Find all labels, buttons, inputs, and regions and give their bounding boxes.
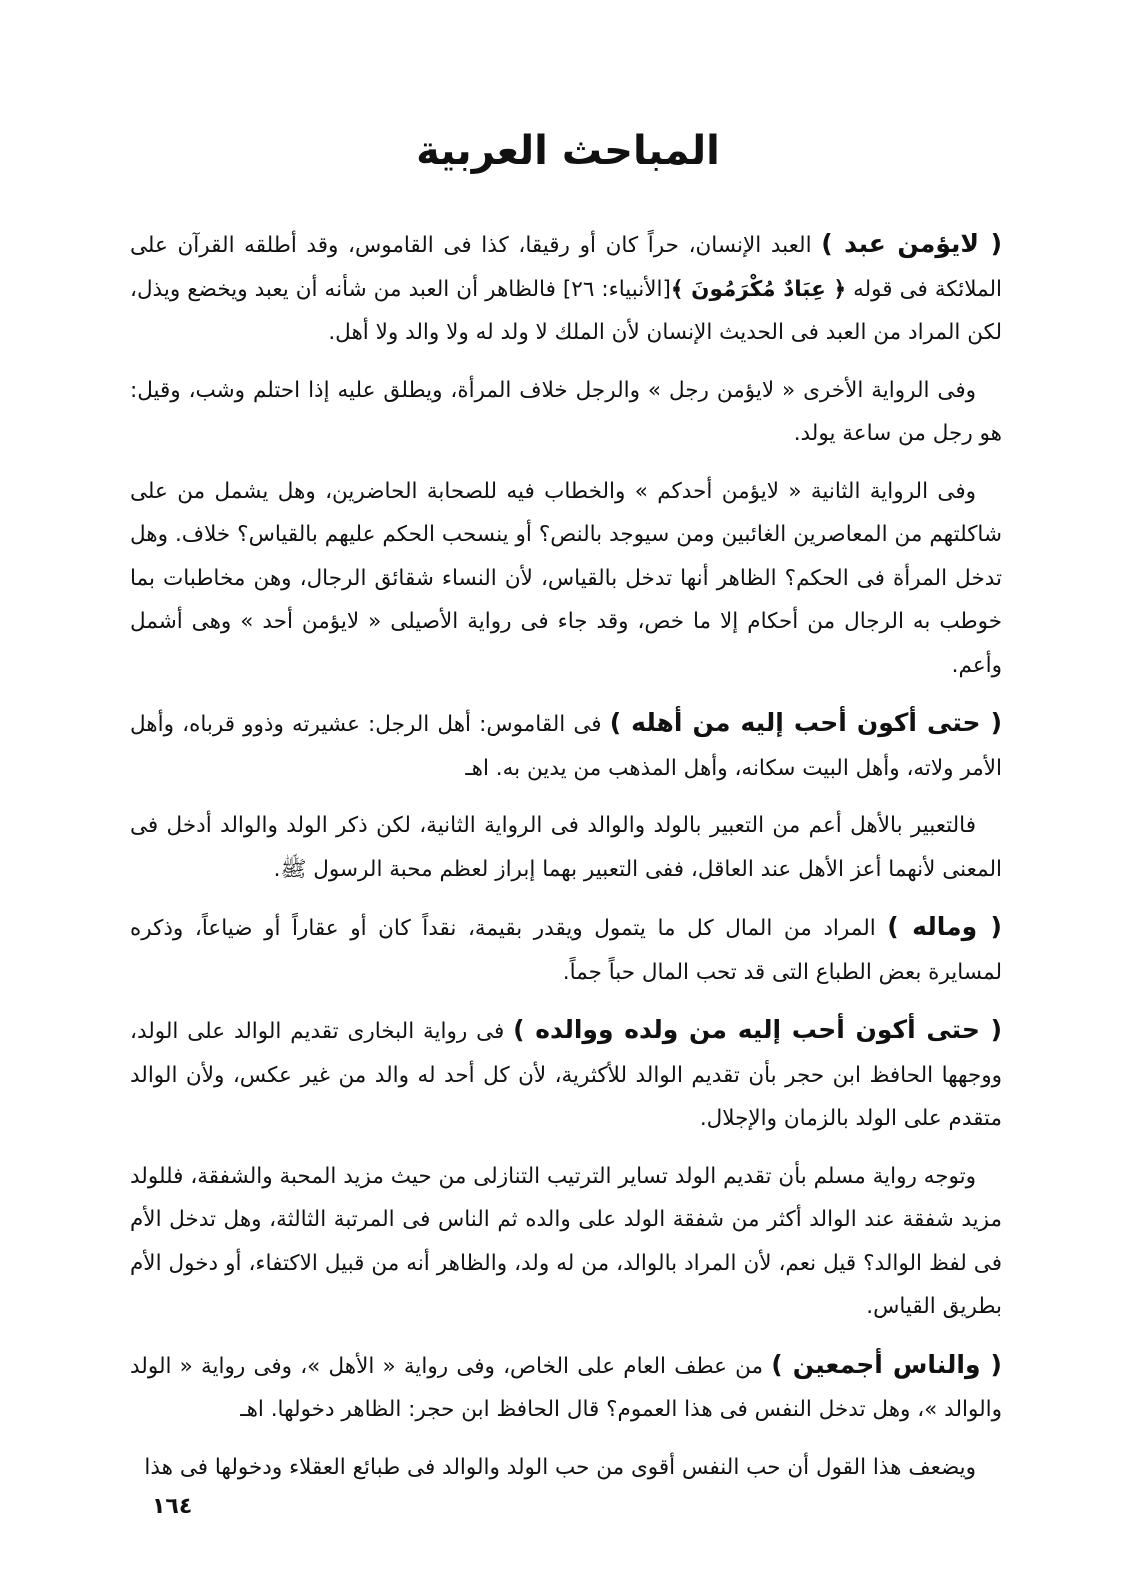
paragraph-text: العبد الإنسان، حراً كان أو رقيقا، كذا فى القاموس، وقد أطلقه القرآن على الملائكة فى قوله xyxy=(130,233,1002,302)
term-heading: ( لايؤمن عبد ) xyxy=(821,229,1002,258)
term-heading: ( والناس أجمعين ) xyxy=(771,1349,1002,1379)
term-heading: ( وماله ) xyxy=(887,912,1002,941)
paragraph-text: [الأنبياء: ٢٦] فالظاهر أن العبد من شأنه أن يعبد ويخضع ويذل، لكن المراد من العبد فى الحديث الإنسان لأن الملك لا ولد له ولا والد ولا أهل. xyxy=(130,276,1002,345)
paragraph xyxy=(130,1008,1002,1141)
paragraph-text: فى القاموس: أهل الرجل: عشيرته وذوو قرباه، وأهل الأمر ولاته، وأهل البيت سكانه، وأهل المذهب من يدين به. اهـ xyxy=(130,712,1002,781)
paragraph-text: المراد من المال كل ما يتمول ويقدر بقيمة، نقداً كان أو عقاراً أو ضياعاً، وذكره لمسايرة بعض الطباع التى قد تحب المال حباً جماً. xyxy=(130,916,1002,985)
paragraph xyxy=(130,1343,1002,1432)
page-body xyxy=(130,222,1002,1503)
term-heading: ( حتى أكون أحب إليه من ولده ووالده ) xyxy=(513,1015,1003,1044)
paragraph: فالتعبير بالأهل أعم من التعبير بالولد والوالد فى الرواية الثانية، لكن ذكر الولد والوالد أدخل فى المعنى لأنهما أعز الأهل عند العاقل، ففى التعبير بهما إبراز لعظم محبة الرسول ﷺ. xyxy=(130,813,1002,882)
paragraph-text: فى رواية البخارى تقديم الوالد على الولد، ووجهها الحافظ ابن حجر بأن تقديم الوالد للأكثرية، لأن كل أحد له والد من غير عكس، ولأن الوالد متقدم على الولد بالزمان والإجلال. xyxy=(130,1019,1002,1131)
paragraph xyxy=(130,905,1002,994)
paragraph: وتوجه رواية مسلم بأن تقديم الولد تساير الترتيب التنازلى من حيث مزيد المحبة والشفقة، فللولد مزيد شفقة عند الوالد أكثر من شفقة الولد على والده ثم الناس فى المرتبة الثالثة، وهل تدخل الأم فى لفظ الوالد؟ قيل نعم، لأن المراد بالوالد، من له ولد، والظاهر أنه من قبيل الاكتفاء، أو دخول الأم بطريق القياس. xyxy=(130,1163,1002,1319)
page-number: ١٦٤ xyxy=(152,1494,193,1519)
paragraph-text: من عطف العام على الخاص، وفى رواية « الأهل »، وفى رواية « الولد والوالد »، وهل تدخل النفس فى هذا العموم؟ قال الحافظ ابن حجر: الظاهر دخولها. اهـ xyxy=(130,1353,1002,1422)
section-title: المباحث العربية xyxy=(416,128,720,174)
paragraph xyxy=(130,222,1002,355)
paragraph xyxy=(130,701,1002,790)
quran-quote: ﴿ عِبَادٌ مُكْرَمُونَ ﴾ xyxy=(670,276,847,302)
paragraph: وفى الرواية الثانية « لايؤمن أحدكم » والخطاب فيه للصحابة الحاضرين، وهل يشمل من على شاكلتهم من المعاصرين الغائبين ومن سيوجد بالنص؟ أو ينسحب الحكم عليهم بالقياس؟ خلاف. وهل تدخل المرأة فى الحكم؟ الظاهر أنها تدخل بالقياس، لأن النساء شقائق الرجال، وهن مخاطبات بما خوطب به الرجال من أحكام إلا ما خص، وقد جاء فى رواية الأصيلى « لايؤمن أحد » وهى أشمل وأعم. xyxy=(130,478,1002,678)
term-heading: ( حتى أكون أحب إليه من أهله ) xyxy=(609,708,1002,737)
paragraph: وفى الرواية الأخرى « لايؤمن رجل » والرجل خلاف المرأة، ويطلق عليه إذا احتلم وشب، وقيل: هو رجل من ساعة يولد. xyxy=(130,377,1002,446)
paragraph: ويضعف هذا القول أن حب النفس أقوى من حب الولد والوالد فى طبائع العقلاء ودخولها فى هذا xyxy=(144,1454,976,1480)
